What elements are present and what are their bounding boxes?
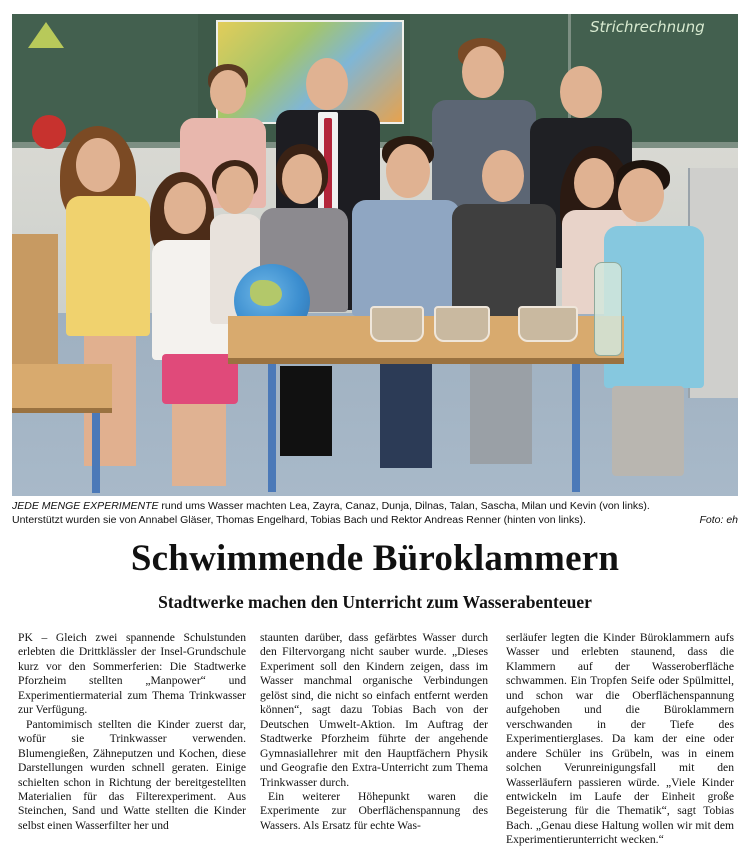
article-paragraph: PK – Gleich zwei spannende Schulstunden erlebten die Drittklässler der Insel-Grundschule kurz vor den Sommerferien: Die Stadtwerke Pforzheim stellten „Manpower“ und Experimentiermaterial zum Thema Trinkwasser zur Verfügung.	[18, 631, 246, 717]
article-column-1	[18, 631, 246, 833]
article-paragraph: Ein weiterer Höhepunkt waren die Experimente zur Oberflächenspannung des Wassers. Als Ersatz für echte Was-	[260, 789, 488, 832]
article-subheadline: Stadtwerke machen den Unterricht zum Wasserabenteuer	[158, 592, 592, 612]
article-paragraph: staunten darüber, dass gefärbtes Wasser durch den Filtervorgang nicht sauber wurde. „Dieses Experiment soll den Kindern zeigen, dass im Wasser manchmal organische Verbindungen gelöst sind, die nicht so einfach entfernt werden können“, sagt dazu Tobias Bach von der Deutschen Umwelt-Aktion. Im Auftrag der Stadtwerke Pforzheim führte der angehende Gymnasiallehrer mit den Hauptfächern Physik und Geografie den Extra-Unterricht zum Thema Trinkwasser durch.	[260, 631, 488, 789]
article-paragraph: serläufer legten die Kinder Büroklammern aufs Wasser und erlebten staunend, dass die Klammern auf der Wasseroberfläche schwammen. Ein Tropfen Seife oder Spülmittel, und schon war die Oberflächenspannung aufgehoben und die Büroklammern verschwanden in der Tiefe des Experimentierglases. Da kam der eine oder andere Schüler ins Grübeln, was in einem solchen Verunreinigungsfall mit den Wasserläufern passieren würde. „Viele Kinder entwickeln im Laufe der Einheit große Begeisterung für die Thematik“, sagt Tobias Bach. „Genau diese Haltung wollen wir mit dem Experimentierunterricht wecken.“	[506, 631, 734, 847]
desk-leg	[92, 413, 100, 493]
chalkboard-writing: Strichrechnung	[590, 18, 705, 36]
globe-landmass	[250, 280, 282, 306]
article-photo	[12, 14, 738, 496]
caption-line-1-text: rund ums Wasser machten Lea, Zayra, Canaz, Dunja, Dilnas, Talan, Sascha, Milan und Kevin (von links).	[161, 500, 650, 512]
school-desk	[12, 364, 112, 413]
experiment-bowl	[518, 306, 578, 342]
round-sign-icon	[32, 115, 66, 149]
caption-line-2: Unterstützt wurden sie von Annabel Gläser, Thomas Engelhard, Tobias Bach und Rektor Andreas Renner (hinten von links).	[12, 514, 586, 526]
article-column-3	[506, 631, 734, 848]
water-bottle	[594, 262, 622, 356]
photo-caption	[12, 499, 738, 527]
classroom-shelf	[12, 234, 58, 364]
article-headline: Schwimmende Büroklammern	[130, 538, 620, 579]
article-paragraph: Pantomimisch stellten die Kinder zuerst dar, wofür sie Trinkwasser verwenden. Blumengießen, Zähneputzen und Kochen, diese Darstellungen wurden schnell geraten. Einige schielten schon in Richtung der bereitgestellten Materialien für das Filterexperiment. Aus Steinchen, Sand und Watte stellten die Kinder selbst einen Wasserfilter her und	[18, 717, 246, 832]
caption-line-1	[12, 499, 738, 513]
caption-lead: JEDE MENGE EXPERIMENTE	[12, 500, 159, 512]
table-leg	[268, 364, 276, 492]
experiment-bowl	[370, 306, 424, 342]
triangle-sign-icon	[28, 22, 64, 48]
table-leg	[572, 364, 580, 492]
article-column-2	[260, 631, 488, 833]
photo-credit: Foto: eh	[699, 514, 738, 526]
experiment-bowl	[434, 306, 490, 342]
